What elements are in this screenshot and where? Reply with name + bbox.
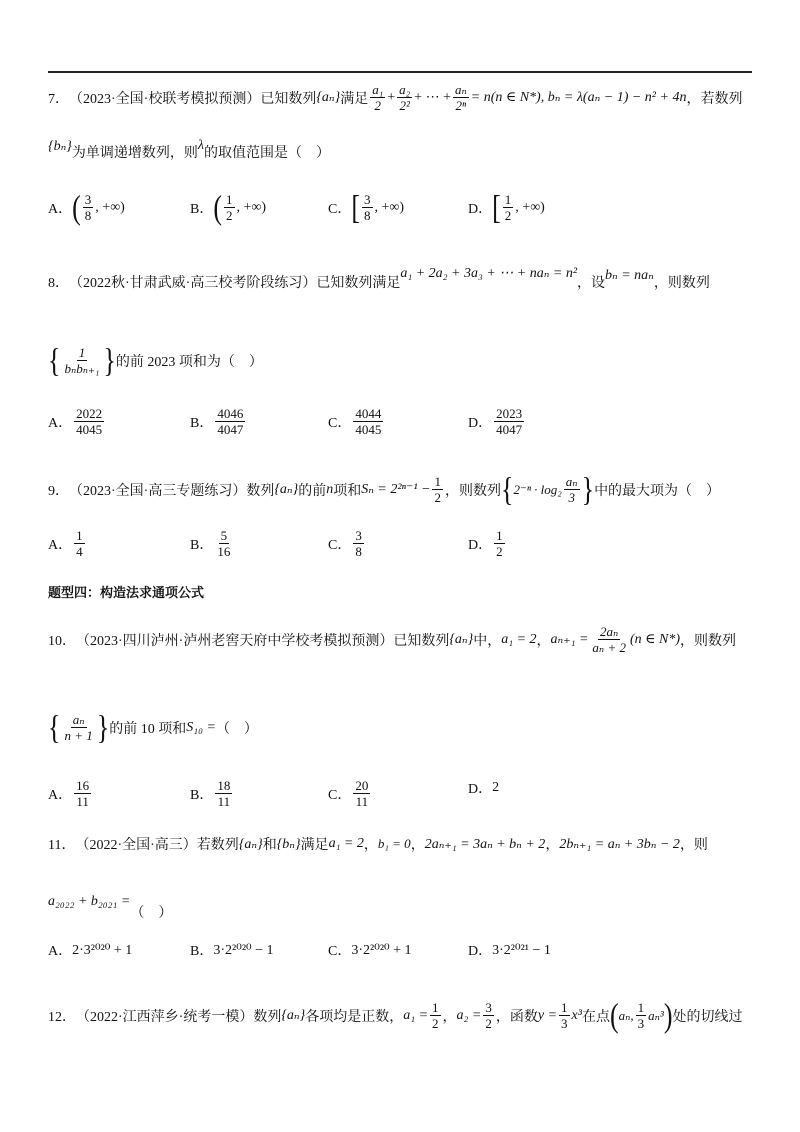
question-number: 7．: [48, 91, 69, 107]
question-text: 的前 2023 项和为（ ）: [115, 354, 263, 370]
math: {aₙ}: [281, 1008, 306, 1023]
question-10-line-2: { aₙ n + 1 } 的前 10 项和 S₁₀ = （ ）: [48, 708, 258, 746]
question-text: ，则: [679, 838, 708, 853]
interval-end: , +∞): [374, 199, 405, 215]
option-label: D．: [468, 944, 493, 959]
fraction: 2022 4045: [76, 406, 103, 437]
math: a₂ =: [456, 1007, 482, 1023]
option-label: B．: [190, 201, 214, 217]
math: n: [326, 481, 334, 497]
math: + ⋯ +: [414, 90, 451, 105]
math: 2bₙ₊₁ = aₙ + 3bₙ − 2: [559, 836, 680, 852]
option-b: [190, 406, 247, 437]
math: a₂₀₂₂ + b₂₀₂₁ =: [48, 894, 131, 909]
option-c: [328, 406, 385, 437]
math: b₁ = 0: [377, 836, 411, 851]
math: λ: [197, 138, 204, 153]
question-text: ，函数: [495, 1009, 538, 1025]
option-c: [328, 940, 412, 960]
separator: ，: [545, 838, 560, 853]
option-d: [468, 188, 545, 226]
separator: ，: [410, 838, 425, 853]
option-b: [190, 940, 274, 960]
question-text: ，则数列: [653, 276, 710, 291]
option-label: D．: [468, 415, 493, 431]
math: bₙ = naₙ: [605, 267, 654, 283]
question-10-line-1: [48, 624, 736, 655]
question-text: 的前 10 项和: [109, 721, 187, 737]
question-text: 和: [262, 838, 277, 853]
fraction: $\frac{1}{2}$: [434, 474, 441, 505]
option-d: [468, 778, 499, 798]
option-a: [48, 940, 132, 960]
option-d: [468, 406, 526, 437]
question-text: ，若数列: [686, 91, 743, 107]
fraction: 1 4: [76, 528, 83, 559]
question-text: 满足: [300, 838, 329, 853]
math: 2⁻ⁿ · log₂: [513, 481, 562, 497]
option-label: A．: [48, 415, 73, 431]
option-value: 3·2²⁰²¹ − 1: [492, 942, 551, 958]
fraction: 1 bₙbₙ₊₁: [64, 345, 100, 376]
option-label: B．: [190, 787, 214, 803]
option-label: A．: [48, 787, 73, 803]
question-text: ，则数列: [680, 633, 736, 649]
math: a₁ + 2a₂ + 3a₃ + ⋯ + naₙ = n²: [400, 265, 578, 281]
fraction: aₙ 3: [565, 474, 578, 505]
interval-end: , +∞): [515, 199, 545, 215]
math: aₙ³: [648, 1007, 664, 1023]
math: a₁ =: [403, 1007, 429, 1023]
question-7-line-2: [48, 138, 330, 162]
question-12-line-1: 12． （2022·江西萍乡·统考一模）数列 {aₙ} 各项均是正数， a₁ = $\frac{1}{2}$ ， a₂ = $\frac{3}{2}$ ，函数 y = $\frac{1}{3}$ x³ 在点 ( aₙ, 1 3 aₙ³ ) 处的切线过: [48, 996, 743, 1034]
math: {bₙ}: [276, 836, 301, 852]
question-number: 9．: [48, 483, 69, 499]
option-c: [328, 188, 405, 226]
option-a: [48, 778, 93, 809]
bracket: [: [492, 188, 501, 226]
question-text: （2022·全国·高三）若数列: [75, 838, 239, 853]
question-text: 项和: [333, 483, 362, 499]
option-label: A．: [48, 944, 73, 959]
option-value: 2·3²⁰²⁰ + 1: [72, 942, 133, 958]
option-label: B．: [190, 415, 214, 431]
math: a₁ = 2: [501, 631, 537, 647]
option-label: D．: [468, 201, 493, 217]
fraction: $\frac{1}{3}$: [561, 1000, 568, 1031]
question-7-line-1: 7． （2023·全国·校联考模拟预测）已知数列 {aₙ} 满足 a₁ 2 + a₂ 2² + ⋯ + $\frac{\text{aₙ}}{\text{2ⁿ}}$ = n(n ∈ N*), bₙ = λ(aₙ − 1) − n² + 4n ，若数列: [48, 82, 743, 113]
question-text: 满足: [340, 91, 369, 107]
fraction: 2023 4047: [496, 406, 523, 437]
fraction: 1 3: [637, 1000, 645, 1031]
option-d: [468, 940, 551, 960]
question-text: （2022·江西萍乡·统考一模）数列: [76, 1009, 282, 1025]
option-value: 3·2²⁰²⁰ + 1: [351, 942, 412, 958]
math: {bₙ}: [48, 138, 72, 154]
section-heading: 题型四：构造法求通项公式: [48, 586, 205, 601]
header-rule: [48, 71, 752, 73]
option-label: C．: [328, 201, 352, 217]
math: S₁₀ =: [186, 719, 216, 735]
option-label: A．: [48, 201, 73, 217]
question-text: 在点: [581, 1009, 610, 1025]
question-text: 中，: [473, 633, 502, 649]
question-11-line-1: [48, 834, 708, 854]
question-8-line-2: { 1 bₙbₙ₊₁ } 的前 2023 项和为（ ）: [48, 341, 263, 379]
fraction: 1 2: [226, 192, 233, 223]
question-text: 各项均是正数，: [305, 1009, 404, 1025]
fraction: 5 16: [217, 528, 231, 559]
interval-end: , +∞): [236, 199, 267, 215]
option-c: [328, 528, 366, 559]
math: aₙ,: [618, 1007, 634, 1023]
math: Sₙ = 2²ⁿ⁻¹ −: [361, 482, 431, 497]
option-label: C．: [328, 944, 352, 959]
math: a₁ = 2: [328, 836, 364, 851]
fraction: 3 8: [355, 528, 362, 559]
math: = n(n ∈ N*), bₙ = λ(aₙ − 1) − n² + 4n: [470, 90, 687, 105]
question-text: 处的切线过: [672, 1009, 743, 1025]
bracket: (: [72, 188, 81, 226]
fraction: $\frac{3}{2}$: [485, 1000, 492, 1031]
question-text: （ ）: [215, 721, 258, 737]
option-a: [48, 188, 125, 226]
option-c: [328, 778, 372, 809]
question-text: 中的最大项为（ ）: [594, 483, 721, 499]
option-label: D．: [468, 782, 493, 797]
option-b: [190, 528, 234, 559]
question-number: 12．: [48, 1009, 76, 1025]
question-text: ，: [536, 633, 551, 649]
fraction: 16 11: [76, 778, 90, 809]
math: x³: [571, 1007, 582, 1023]
option-a: [48, 406, 106, 437]
option-label: B．: [190, 944, 214, 959]
option-value: 3·2²⁰²⁰ − 1: [213, 942, 274, 958]
question-number: 10．: [48, 633, 76, 649]
question-text: （ ）: [130, 906, 173, 921]
fraction: 18 11: [217, 778, 231, 809]
fraction: a₂ 2²: [399, 82, 411, 113]
question-8-line-1: [48, 265, 710, 292]
question-text: （2023·全国·校联考模拟预测）已知数列: [69, 91, 317, 107]
option-label: D．: [468, 537, 493, 553]
math: y =: [537, 1007, 558, 1023]
option-d: [468, 528, 507, 559]
option-b: [190, 188, 267, 226]
option-label: C．: [328, 415, 352, 431]
question-text: ，则数列: [444, 483, 501, 499]
option-a: [48, 528, 87, 559]
math: 2aₙ₊₁ = 3aₙ + bₙ + 2: [424, 836, 546, 852]
math: aₙ₊₁ =: [550, 632, 589, 647]
fraction: $\frac{1}{2}$: [432, 1000, 439, 1031]
math: {aₙ}: [449, 632, 474, 647]
fraction: 1 2: [504, 192, 512, 223]
fraction: $\frac{\text{aₙ}}{\text{2ⁿ}}$: [454, 82, 467, 113]
question-text: （2023·全国·高三专题练习）数列: [69, 483, 275, 499]
question-text: 的取值范围是（ ）: [203, 146, 330, 161]
question-text: （2022秋·甘肃武威·高三校考阶段练习）已知数列满足: [69, 276, 401, 291]
option-b: [190, 778, 234, 809]
fraction: 3 8: [84, 192, 92, 223]
option-label: A．: [48, 537, 73, 553]
question-9-line-1: 9． （2023·全国·高三专题练习）数列 {aₙ} 的前 n 项和 Sₙ = 2²ⁿ⁻¹ − $\frac{1}{2}$ ，则数列 { 2⁻ⁿ · log₂ aₙ 3 } 中的最大项为（ ）: [48, 470, 721, 508]
question-text: 为单调递增数列，则: [71, 146, 198, 161]
fraction: 4046 4047: [217, 406, 244, 437]
question-text: 的前: [298, 483, 327, 499]
math: (n ∈ N*): [629, 632, 680, 647]
fraction: 4044 4045: [355, 406, 382, 437]
question-11-line-2: [48, 892, 173, 921]
question-number: 11．: [48, 838, 76, 853]
question-text: （2023·四川泸州·泸州老窖天府中学校考模拟预测）已知数列: [76, 633, 450, 649]
fraction: 20 11: [355, 778, 369, 809]
fraction: 1 2: [496, 528, 503, 559]
fraction: $\frac{\text{2aₙ}}{\text{aₙ + 2}}$: [592, 624, 626, 655]
math: {aₙ}: [274, 482, 299, 497]
fraction: 3 8: [364, 192, 371, 223]
fraction: a₁ 2: [372, 82, 384, 113]
option-label: C．: [328, 537, 352, 553]
interval-end: , +∞): [95, 199, 125, 215]
bracket: [: [351, 188, 361, 226]
option-value: 2: [492, 780, 500, 795]
question-number: 8．: [48, 276, 69, 291]
separator: ，: [442, 1009, 457, 1025]
option-label: C．: [328, 787, 352, 803]
math: {aₙ}: [238, 836, 263, 852]
fraction: aₙ n + 1: [64, 712, 93, 743]
question-text: ，设: [577, 276, 606, 291]
separator: ，: [363, 838, 378, 853]
bracket: (: [213, 188, 223, 226]
math: {aₙ}: [316, 90, 341, 105]
option-label: B．: [190, 537, 214, 553]
